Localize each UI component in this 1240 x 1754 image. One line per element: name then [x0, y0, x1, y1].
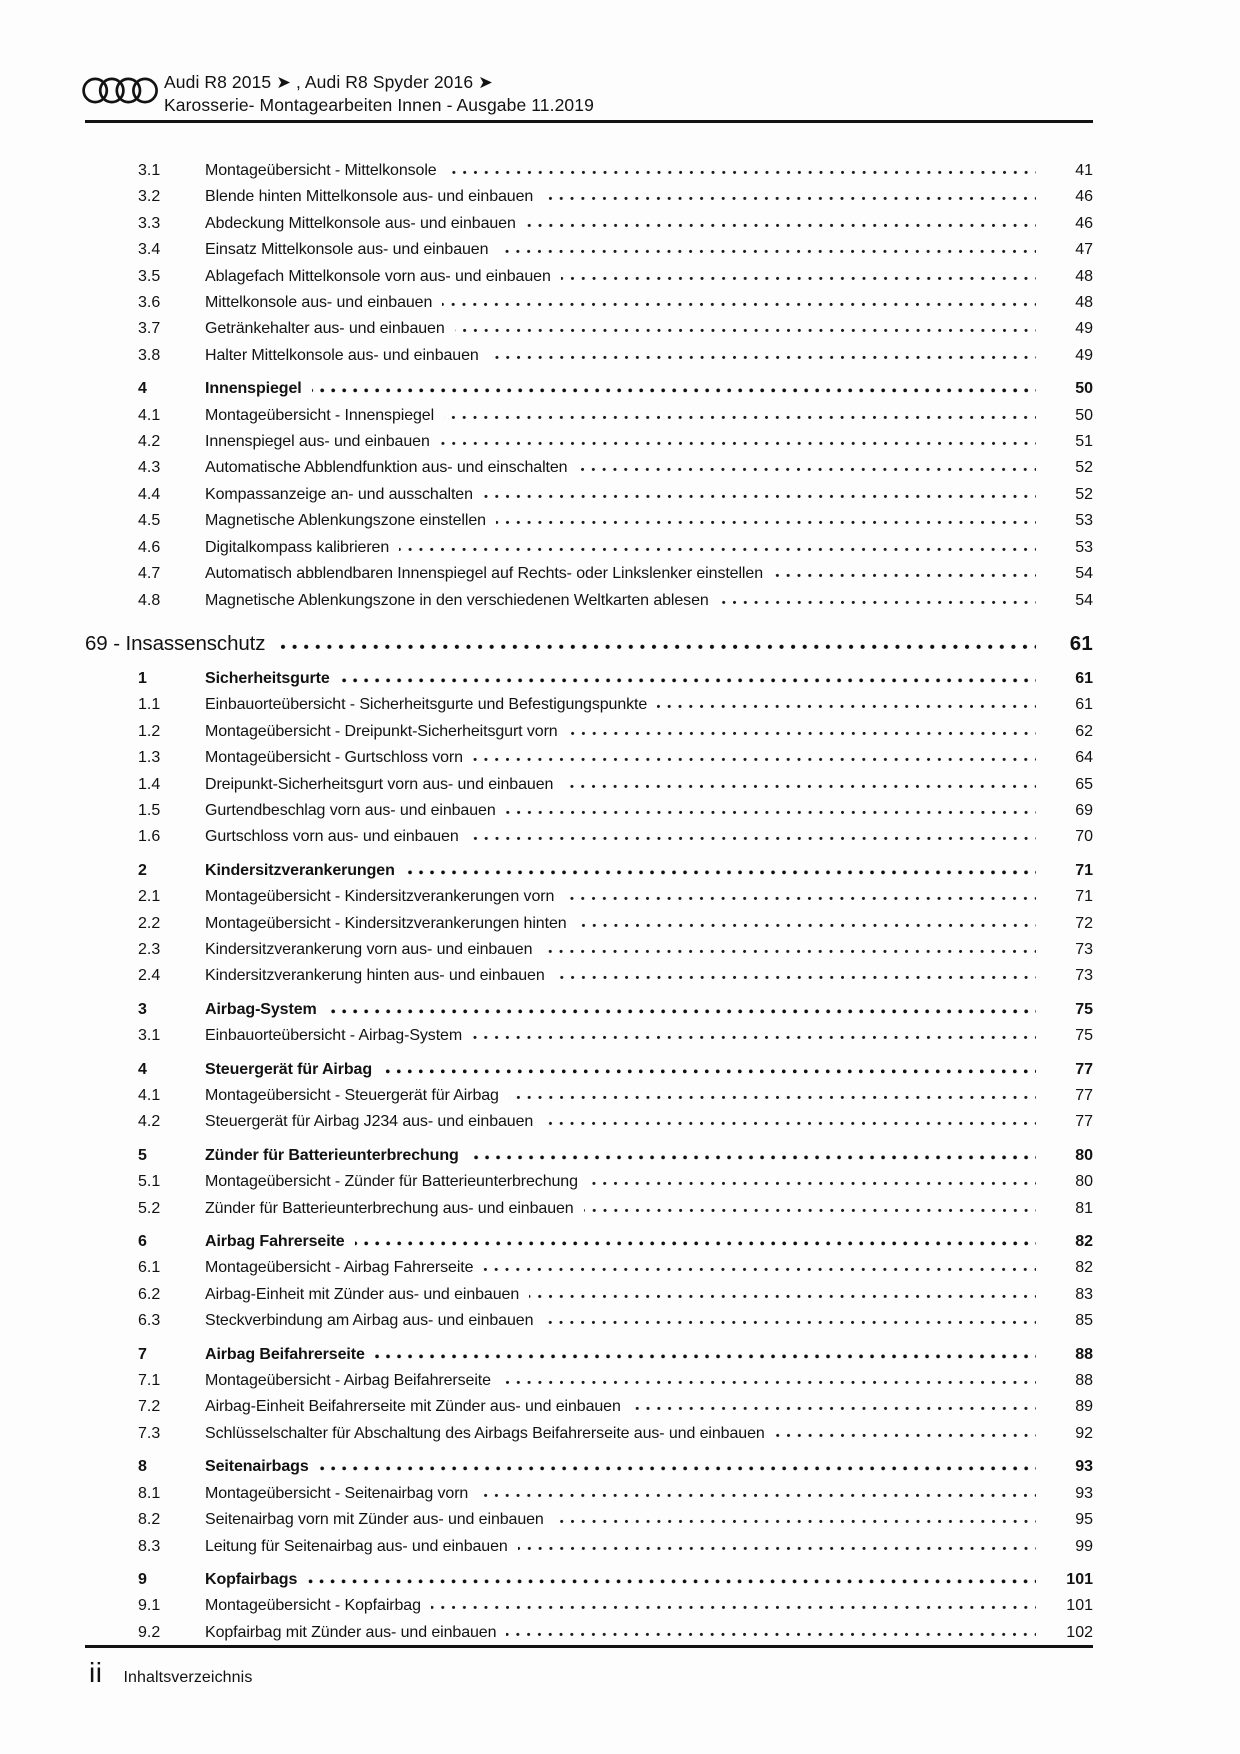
- toc-entry: [85, 1368, 1093, 1394]
- toc-entry-number: 2: [138, 861, 147, 879]
- toc-entry-page: 101: [1066, 1597, 1093, 1615]
- toc-entry-title: Montageübersicht - Gurtschloss vorn: [205, 749, 463, 767]
- dot-leader: [472, 1035, 1036, 1040]
- toc-entry-title: Kindersitzverankerung hinten aus- und einbauen: [205, 967, 545, 985]
- toc-entry-page: 88: [1075, 1345, 1093, 1363]
- toc-entry-number: 4.7: [138, 565, 161, 583]
- toc-entry-number: 7.2: [138, 1398, 161, 1416]
- toc-entry-title: Montageübersicht - Zünder für Batterieunterbrechung: [205, 1173, 578, 1191]
- toc-entry-title: Dreipunkt-Sicherheitsgurt vorn aus- und einbauen: [205, 775, 554, 793]
- toc-entry-page: 82: [1075, 1233, 1093, 1251]
- toc-entry-page: 50: [1075, 406, 1093, 424]
- toc-entry-title: Seitenairbags: [205, 1458, 309, 1476]
- toc-entry-number: 7: [138, 1345, 147, 1363]
- dot-leader: [577, 923, 1036, 928]
- dot-leader: [444, 415, 1036, 420]
- toc-entry: [85, 858, 1093, 884]
- toc-entry-number: 4.1: [138, 1087, 161, 1104]
- toc-entry-number: 9.2: [138, 1623, 161, 1641]
- toc-entry: [85, 561, 1093, 587]
- toc-entry-title: Blende hinten Mittelkonsole aus- und einbauen: [205, 188, 534, 206]
- page-footer: [89, 1655, 252, 1691]
- toc-entry: [85, 508, 1093, 534]
- toc-entry: [85, 963, 1093, 989]
- dot-leader: [543, 1121, 1036, 1126]
- toc-entry-number: 7.3: [138, 1424, 161, 1442]
- toc-entry-title: Schlüsselschalter für Abschaltung des Airbags Beifahrerseite aus- und einbauen: [205, 1424, 765, 1442]
- dot-leader: [440, 441, 1036, 446]
- dot-leader: [375, 1354, 1036, 1359]
- toc-entry-title: Mittelkonsole aus- und einbauen: [205, 294, 433, 312]
- dot-leader: [509, 1095, 1036, 1100]
- toc-entry-number: 3.4: [138, 241, 161, 259]
- toc-entry-page: 77: [1075, 1087, 1093, 1104]
- dot-leader: [775, 1433, 1036, 1438]
- dot-leader: [561, 276, 1036, 281]
- toc-entry-title: Montageübersicht - Airbag Fahrerseite: [205, 1259, 474, 1277]
- toc-entry-page: 64: [1075, 749, 1093, 767]
- toc-entry-title: Abdeckung Mittelkonsole aus- und einbauen: [205, 214, 516, 232]
- toc-entry-page: 54: [1075, 591, 1093, 609]
- toc-entry: [85, 997, 1093, 1023]
- toc-entry-number: 4.5: [138, 512, 161, 530]
- toc-entry-page: 101: [1066, 1570, 1093, 1588]
- toc-entry-page: 75: [1075, 1027, 1093, 1045]
- toc-entry-title: 69 - Insassenschutz: [85, 631, 266, 655]
- dot-leader: [543, 196, 1036, 201]
- toc-entry: [85, 1169, 1093, 1195]
- dot-leader: [489, 355, 1036, 360]
- toc-entry-page: 72: [1075, 914, 1093, 932]
- toc-entry-title: Montageübersicht - Mittelkonsole: [205, 162, 437, 179]
- toc-entry-page: 52: [1075, 459, 1093, 477]
- toc-entry-number: 9: [138, 1570, 147, 1588]
- toc-entry-number: 3.2: [138, 188, 161, 206]
- toc-entry-page: 88: [1075, 1372, 1093, 1390]
- toc-entry: [85, 588, 1093, 614]
- dot-leader: [483, 494, 1036, 499]
- header-model-line: Audi R8 2015 ➤ , Audi R8 Spyder 2016 ➤: [164, 72, 493, 92]
- toc-entry: [85, 211, 1093, 237]
- toc-entry-page: 82: [1075, 1259, 1093, 1277]
- dot-leader: [319, 1466, 1036, 1471]
- toc-entry-number: 4.1: [138, 406, 161, 424]
- toc-entry: [85, 1255, 1093, 1281]
- toc-entry-number: 3.8: [138, 346, 161, 364]
- toc-entry-title: Magnetische Ablenkungszone einstellen: [205, 512, 486, 530]
- toc-entry-title: Ablagefach Mittelkonsole vorn aus- und einbauen: [205, 267, 551, 285]
- toc-entry: [85, 455, 1093, 481]
- toc-entry-number: 6.2: [138, 1285, 161, 1303]
- toc-entry: [85, 666, 1093, 692]
- dot-leader: [469, 836, 1036, 841]
- toc-entry-number: 8.2: [138, 1511, 161, 1529]
- toc-entry: [85, 1143, 1093, 1169]
- toc-entry: [85, 1057, 1093, 1083]
- toc-entry-title: Einbauorteübersicht - Sicherheitsgurte und Befestigungspunkte: [205, 696, 648, 714]
- toc-entry-page: 52: [1075, 485, 1093, 503]
- toc-entry-number: 5: [138, 1146, 147, 1164]
- dot-leader: [563, 784, 1036, 789]
- toc-entry: [85, 376, 1093, 402]
- toc-entry-number: 4.2: [138, 433, 161, 451]
- toc-entry: [85, 911, 1093, 937]
- toc-entry-page: 46: [1075, 188, 1093, 206]
- toc-entry: [85, 692, 1093, 718]
- toc-entry-page: 85: [1075, 1312, 1093, 1330]
- toc-entry-number: 3.3: [138, 214, 161, 232]
- toc-entry-title: Innenspiegel: [205, 380, 302, 398]
- toc-entry-title: Gurtschloss vorn aus- und einbauen: [205, 828, 459, 846]
- toc-entry-title: Airbag-Einheit mit Zünder aus- und einbauen: [205, 1285, 520, 1303]
- toc-entry-title: Digitalkompass kalibrieren: [205, 538, 390, 556]
- toc-entry-number: 8.1: [138, 1484, 161, 1502]
- dot-leader: [275, 644, 1036, 650]
- toc-entry-number: 4: [138, 1060, 147, 1078]
- toc-entry-page: 95: [1075, 1511, 1093, 1529]
- toc-entry-number: 6.3: [138, 1312, 161, 1330]
- dot-leader: [340, 678, 1036, 683]
- toc-entry-number: 1.2: [138, 722, 161, 740]
- toc-entry: [85, 184, 1093, 210]
- toc-entry-number: 4: [138, 380, 147, 398]
- toc-entry-number: 2.3: [138, 940, 161, 958]
- dot-leader: [455, 328, 1036, 333]
- toc-entry-page: 53: [1075, 538, 1093, 556]
- toc-entry-title: Airbag Beifahrerseite: [205, 1345, 365, 1363]
- dot-leader: [773, 573, 1036, 578]
- toc-entry: [85, 1593, 1093, 1619]
- toc-entry: [85, 1620, 1093, 1646]
- toc-entry-number: 7.1: [138, 1372, 161, 1390]
- toc-entry-title: Montageübersicht - Kindersitzverankerungen hinten: [205, 914, 567, 932]
- toc-entry: [85, 1454, 1093, 1480]
- toc-entry-page: 77: [1075, 1113, 1093, 1131]
- dot-leader: [518, 1546, 1036, 1551]
- toc-entry-number: 1.3: [138, 749, 161, 767]
- toc-entry-number: 3: [138, 1000, 147, 1018]
- toc-entry-title: Steuergerät für Airbag: [205, 1060, 373, 1078]
- dot-leader: [542, 949, 1036, 954]
- toc-entry-number: 8: [138, 1458, 147, 1476]
- toc-entry: [85, 1421, 1093, 1447]
- toc-entry-title: Kindersitzverankerung vorn aus- und einbauen: [205, 940, 533, 958]
- toc-entry-page: 80: [1075, 1146, 1093, 1164]
- toc-entry-title: Gurtendbeschlag vorn aus- und einbauen: [205, 801, 496, 819]
- toc-entry: [85, 1282, 1093, 1308]
- toc-entry-page: 69: [1075, 801, 1093, 819]
- toc-entry-page: 49: [1075, 320, 1093, 338]
- dot-leader: [657, 704, 1036, 709]
- toc-entry-number: 4.8: [138, 591, 161, 609]
- dot-leader: [588, 1181, 1036, 1186]
- dot-leader: [554, 1519, 1036, 1524]
- toc-entry: [85, 429, 1093, 455]
- dot-leader: [555, 975, 1036, 980]
- header-divider: [85, 120, 1093, 123]
- toc-entry-number: 1: [138, 669, 147, 687]
- dot-leader: [307, 1579, 1036, 1584]
- toc-entry: [85, 1534, 1093, 1560]
- toc-entry-number: 2.4: [138, 967, 161, 985]
- toc-entry-title: Montageübersicht - Innenspiegel: [205, 406, 435, 424]
- toc-entry: [85, 937, 1093, 963]
- toc-entry-page: 48: [1075, 294, 1093, 312]
- toc-list: [85, 158, 1093, 1646]
- dot-leader: [564, 896, 1036, 901]
- dot-leader: [442, 302, 1036, 307]
- toc-entry-page: 71: [1075, 888, 1093, 906]
- toc-entry-title: Montageübersicht - Kindersitzverankerungen vorn: [205, 888, 555, 906]
- toc-entry-number: 3.1: [138, 162, 161, 179]
- toc-entry-page: 61: [1069, 631, 1093, 655]
- dot-leader: [399, 547, 1036, 552]
- toc-entry-title: Montageübersicht - Kopfairbag: [205, 1597, 421, 1615]
- toc-entry: [85, 628, 1093, 659]
- toc-entry-page: 93: [1075, 1484, 1093, 1502]
- toc-entry-title: Kompassanzeige an- und ausschalten: [205, 485, 473, 503]
- dot-leader: [447, 170, 1036, 175]
- toc-entry-title: Steckverbindung am Airbag aus- und einbauen: [205, 1312, 534, 1330]
- toc-entry-title: Airbag-System: [205, 1000, 317, 1018]
- toc-entry-title: Zünder für Batterieunterbrechung: [205, 1146, 459, 1164]
- toc-entry: [85, 1394, 1093, 1420]
- toc-entry: [85, 772, 1093, 798]
- toc-entry-page: 41: [1075, 162, 1093, 179]
- toc-entry-number: 4.6: [138, 538, 161, 556]
- toc-entry-number: 2.2: [138, 914, 161, 932]
- toc-entry-number: 4.2: [138, 1113, 161, 1131]
- toc-entry-page: 81: [1075, 1199, 1093, 1217]
- toc-entry: [85, 316, 1093, 342]
- toc-entry-number: 3.5: [138, 267, 161, 285]
- toc-entry-page: 50: [1075, 380, 1093, 398]
- toc-entry: [85, 290, 1093, 316]
- toc-entry-number: 3.6: [138, 294, 161, 312]
- dot-leader: [577, 467, 1036, 472]
- toc-entry-page: 49: [1075, 346, 1093, 364]
- dot-leader: [478, 1493, 1036, 1498]
- toc-entry-title: Einbauorteübersicht - Airbag-System: [205, 1027, 463, 1045]
- toc-entry-title: Montageübersicht - Steuergerät für Airbag: [205, 1087, 499, 1104]
- header-title-line: Karosserie- Montagearbeiten Innen - Ausgabe 11.2019: [164, 95, 594, 115]
- toc-entry-page: 70: [1075, 828, 1093, 846]
- toc-entry: [85, 535, 1093, 561]
- toc-entry-page: 77: [1075, 1060, 1093, 1078]
- toc-entry-number: 9.1: [138, 1597, 161, 1615]
- dot-leader: [473, 757, 1036, 762]
- toc-entry: [85, 1567, 1093, 1593]
- toc-entry-title: Kopfairbags: [205, 1570, 298, 1588]
- toc-entry-page: 73: [1075, 967, 1093, 985]
- toc-entry-title: Getränkehalter aus- und einbauen: [205, 320, 445, 338]
- toc-entry-page: 99: [1075, 1537, 1093, 1555]
- toc-entry-page: 89: [1075, 1398, 1093, 1416]
- toc-entry-title: Montageübersicht - Airbag Beifahrerseite: [205, 1372, 491, 1390]
- toc-entry: [85, 343, 1093, 369]
- toc-entry: [85, 1229, 1093, 1255]
- footer-page-number: ii: [89, 1657, 103, 1688]
- dot-leader: [431, 1605, 1036, 1610]
- toc-entry-title: Kindersitzverankerungen: [205, 861, 395, 879]
- dot-leader: [312, 388, 1036, 393]
- toc-entry-page: 71: [1075, 861, 1093, 879]
- toc-entry-page: 92: [1075, 1424, 1093, 1442]
- dot-leader: [526, 223, 1036, 228]
- toc-entry-title: Innenspiegel aus- und einbauen: [205, 433, 430, 451]
- toc-entry-title: Automatische Abblendfunktion aus- und einschalten: [205, 459, 568, 477]
- toc-entry-number: 1.5: [138, 801, 161, 819]
- toc-entry-title: Montageübersicht - Dreipunkt-Sicherheitsgurt vorn: [205, 722, 558, 740]
- dot-leader: [469, 1155, 1036, 1160]
- toc-entry-title: Kopfairbag mit Zünder aus- und einbauen: [205, 1623, 497, 1641]
- toc-entry-number: 2.1: [138, 888, 161, 906]
- toc-entry-title: Leitung für Seitenairbag aus- und einbauen: [205, 1537, 508, 1555]
- toc-entry-page: 54: [1075, 565, 1093, 583]
- toc-entry: [85, 482, 1093, 508]
- dot-leader: [631, 1406, 1036, 1411]
- toc-entry-page: 53: [1075, 512, 1093, 530]
- dot-leader: [543, 1320, 1036, 1325]
- toc-entry-page: 62: [1075, 722, 1093, 740]
- toc-entry-title: Steuergerät für Airbag J234 aus- und einbauen: [205, 1113, 534, 1131]
- toc-entry-title: Automatisch abblendbaren Innenspiegel auf Rechts- oder Linkslenker einstellen: [205, 565, 763, 583]
- toc-entry: [85, 745, 1093, 771]
- dot-leader: [501, 1380, 1036, 1385]
- dot-leader: [496, 520, 1036, 525]
- toc-entry: [85, 1109, 1093, 1135]
- toc-entry: [85, 403, 1093, 429]
- dot-leader: [568, 731, 1036, 736]
- toc-entry: [85, 1342, 1093, 1368]
- toc-entry: [85, 1083, 1093, 1109]
- dot-leader: [327, 1009, 1036, 1014]
- toc-entry-page: 102: [1066, 1623, 1093, 1641]
- toc-entry-title: Sicherheitsgurte: [205, 669, 330, 687]
- toc-entry-number: 3.1: [138, 1027, 161, 1045]
- toc-entry-number: 6: [138, 1233, 147, 1251]
- toc-entry-number: 3.7: [138, 320, 161, 338]
- toc-entry-number: 1.1: [138, 696, 161, 714]
- audi-rings-icon: [82, 76, 158, 105]
- toc-entry-page: 75: [1075, 1000, 1093, 1018]
- toc-entry: [85, 1507, 1093, 1533]
- document-header: [164, 71, 594, 117]
- toc-entry-page: 47: [1075, 241, 1093, 259]
- toc-entry-title: Montageübersicht - Seitenairbag vorn: [205, 1484, 469, 1502]
- toc-entry-page: 93: [1075, 1458, 1093, 1476]
- toc-entry: [85, 1196, 1093, 1222]
- toc-entry-page: 65: [1075, 775, 1093, 793]
- toc-entry-number: 5.2: [138, 1199, 161, 1217]
- toc-entry-page: 61: [1075, 669, 1093, 687]
- toc-entry-page: 83: [1075, 1285, 1093, 1303]
- toc-entry-number: 5.1: [138, 1173, 161, 1191]
- dot-leader: [483, 1267, 1036, 1272]
- toc-entry-number: 1.6: [138, 828, 161, 846]
- toc-entry-number: 4.3: [138, 459, 161, 477]
- toc-entry: [85, 264, 1093, 290]
- dot-leader: [382, 1069, 1036, 1074]
- toc-entry: [85, 798, 1093, 824]
- footer-section-label: Inhaltsverzeichnis: [123, 1669, 253, 1686]
- toc-entry: [85, 1023, 1093, 1049]
- toc-entry: [85, 237, 1093, 263]
- toc-entry: [85, 884, 1093, 910]
- dot-leader: [355, 1241, 1036, 1246]
- dot-leader: [506, 810, 1036, 815]
- toc-entry-number: 1.4: [138, 775, 161, 793]
- toc-entry-number: 4.4: [138, 485, 161, 503]
- toc-entry: [85, 1481, 1093, 1507]
- dot-leader: [719, 600, 1036, 605]
- toc-entry: [85, 158, 1093, 184]
- toc-entry-page: 48: [1075, 267, 1093, 285]
- toc-entry-page: 73: [1075, 940, 1093, 958]
- toc-entry-page: 51: [1075, 433, 1093, 451]
- toc-entry: [85, 719, 1093, 745]
- toc-entry-title: Halter Mittelkonsole aus- und einbauen: [205, 346, 479, 364]
- toc-entry: [85, 1308, 1093, 1334]
- footer-divider: [85, 1645, 1093, 1648]
- toc-entry-title: Airbag-Einheit Beifahrerseite mit Zünder aus- und einbauen: [205, 1398, 621, 1416]
- toc-entry-title: Einsatz Mittelkonsole aus- und einbauen: [205, 241, 489, 259]
- dot-leader: [405, 870, 1036, 875]
- dot-leader: [498, 249, 1036, 254]
- toc-entry-page: 80: [1075, 1173, 1093, 1191]
- toc-entry-page: 61: [1075, 696, 1093, 714]
- toc-entry-number: 6.1: [138, 1259, 161, 1277]
- toc-entry: [85, 824, 1093, 850]
- toc-entry-page: 46: [1075, 214, 1093, 232]
- dot-leader: [506, 1632, 1036, 1637]
- toc-entry-title: Magnetische Ablenkungszone in den verschiedenen Weltkarten ablesen: [205, 591, 709, 609]
- toc-entry-title: Zünder für Batterieunterbrechung aus- und einbauen: [205, 1199, 574, 1217]
- toc-entry-title: Airbag Fahrerseite: [205, 1233, 345, 1251]
- dot-leader: [529, 1294, 1036, 1299]
- dot-leader: [584, 1208, 1036, 1213]
- toc-entry-number: 8.3: [138, 1537, 161, 1555]
- toc-entry-title: Seitenairbag vorn mit Zünder aus- und einbauen: [205, 1511, 544, 1529]
